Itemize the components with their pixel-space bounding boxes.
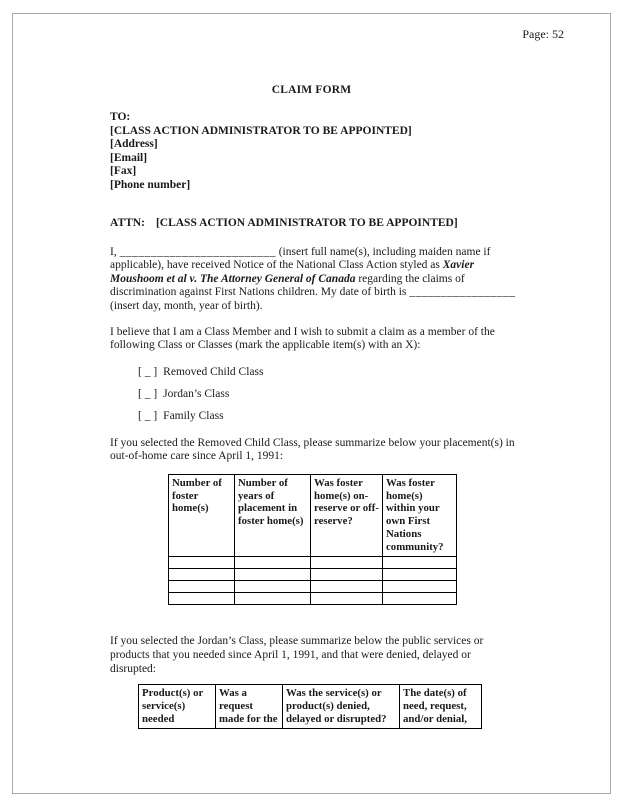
table-empty-cell bbox=[383, 593, 457, 605]
document-title: CLAIM FORM bbox=[271, 84, 352, 96]
document-content bbox=[13, 111, 610, 729]
recipient-line-email: [Email] bbox=[110, 151, 148, 164]
table-empty-cell bbox=[235, 557, 311, 569]
checkbox-label: Removed Child Class bbox=[163, 365, 264, 378]
attn-label: ATTN: bbox=[110, 217, 145, 229]
recipient-line-phone: [Phone number] bbox=[110, 178, 191, 191]
placement-table bbox=[168, 474, 457, 605]
placement-table-empty-row bbox=[169, 581, 457, 593]
to-label: TO: bbox=[110, 111, 131, 123]
class-checkbox-list bbox=[138, 366, 516, 423]
table-header-cell: Number of years of placement in foster home(s) bbox=[235, 474, 311, 556]
table-empty-cell bbox=[383, 557, 457, 569]
table-header-cell: The date(s) of need, request, and/or denial, bbox=[400, 685, 482, 729]
date-of-birth-blank-line: _________________ bbox=[409, 286, 516, 299]
checkbox-label: Family Class bbox=[163, 409, 224, 422]
table-header-cell: Product(s) or service(s) needed bbox=[139, 685, 216, 729]
table-empty-cell bbox=[383, 581, 457, 593]
table-header-cell: Was a request made for the bbox=[216, 685, 283, 729]
table-empty-cell bbox=[235, 569, 311, 581]
table-empty-cell bbox=[311, 557, 383, 569]
table-header-cell: Was foster home(s) within your own First Nations community? bbox=[383, 474, 457, 556]
table-empty-cell bbox=[235, 593, 311, 605]
table-empty-cell bbox=[169, 593, 235, 605]
table-header-cell: Was foster home(s) on-reserve or off-reserve? bbox=[311, 474, 383, 556]
checkbox-marker: [ _ ] bbox=[138, 365, 158, 378]
table-empty-cell bbox=[169, 581, 235, 593]
recipient-line-administrator: [CLASS ACTION ADMINISTRATOR TO BE APPOINTED] bbox=[110, 124, 412, 137]
checkbox-item-family-class bbox=[138, 410, 516, 423]
table-empty-cell bbox=[169, 557, 235, 569]
table-header-cell: Was the service(s) or product(s) denied, delayed or disrupted? bbox=[283, 685, 400, 729]
table-empty-cell bbox=[311, 593, 383, 605]
services-table-header-row bbox=[139, 685, 482, 729]
placement-table-empty-row bbox=[169, 557, 457, 569]
checkbox-label: Jordan’s Class bbox=[163, 387, 230, 400]
services-table bbox=[138, 684, 482, 729]
attn-value: [CLASS ACTION ADMINISTRATOR TO BE APPOINTED] bbox=[155, 217, 458, 229]
document-page bbox=[12, 13, 611, 794]
table-empty-cell bbox=[169, 569, 235, 581]
case-name: Xavier Moushoom et al v. The Attorney General of Canada bbox=[110, 259, 475, 285]
intro-paragraph bbox=[110, 246, 516, 314]
table-empty-cell bbox=[311, 569, 383, 581]
recipient-block bbox=[110, 111, 516, 192]
checkbox-item-jordans-class bbox=[138, 388, 516, 401]
placement-table-header-row bbox=[169, 474, 457, 556]
attn-line bbox=[110, 217, 516, 231]
intro-text: I, bbox=[110, 245, 120, 258]
removed-child-section-intro: If you selected the Removed Child Class, please summarize below your placement(s) in out-of-home care since April 1, 1991: bbox=[110, 436, 515, 463]
table-empty-cell bbox=[235, 581, 311, 593]
table-empty-cell bbox=[383, 569, 457, 581]
recipient-line-address: [Address] bbox=[110, 138, 158, 150]
jordans-section-intro: If you selected the Jordan’s Class, please summarize below the public services or products that you needed since April 1, 1991, and that were denied, delayed or disrupted: bbox=[110, 635, 484, 675]
recipient-line-fax: [Fax] bbox=[110, 165, 137, 177]
class-member-paragraph: I believe that I am a Class Member and I wish to submit a claim as a member of the following Class or Classes (mark the applicable item(s) with an X): bbox=[110, 325, 495, 352]
intro-text: regarding the claims of discrimination against First Nations children. My date of birth is bbox=[110, 272, 465, 299]
intro-text: (insert full name(s), including maiden name if applicable), have received Notice of the National Class Action styled as bbox=[110, 245, 491, 272]
table-header-cell: Number of foster home(s) bbox=[169, 474, 235, 556]
placement-table-empty-row bbox=[169, 569, 457, 581]
full-name-blank-line: _________________________ bbox=[119, 245, 276, 258]
table-empty-cell bbox=[311, 581, 383, 593]
placement-table-empty-row bbox=[169, 593, 457, 605]
checkbox-marker: [ _ ] bbox=[138, 387, 158, 400]
page-number: Page: 52 bbox=[522, 27, 564, 41]
checkbox-marker: [ _ ] bbox=[138, 409, 158, 422]
intro-text: (insert day, month, year of birth). bbox=[110, 299, 263, 312]
checkbox-item-removed-child-class bbox=[138, 366, 516, 379]
